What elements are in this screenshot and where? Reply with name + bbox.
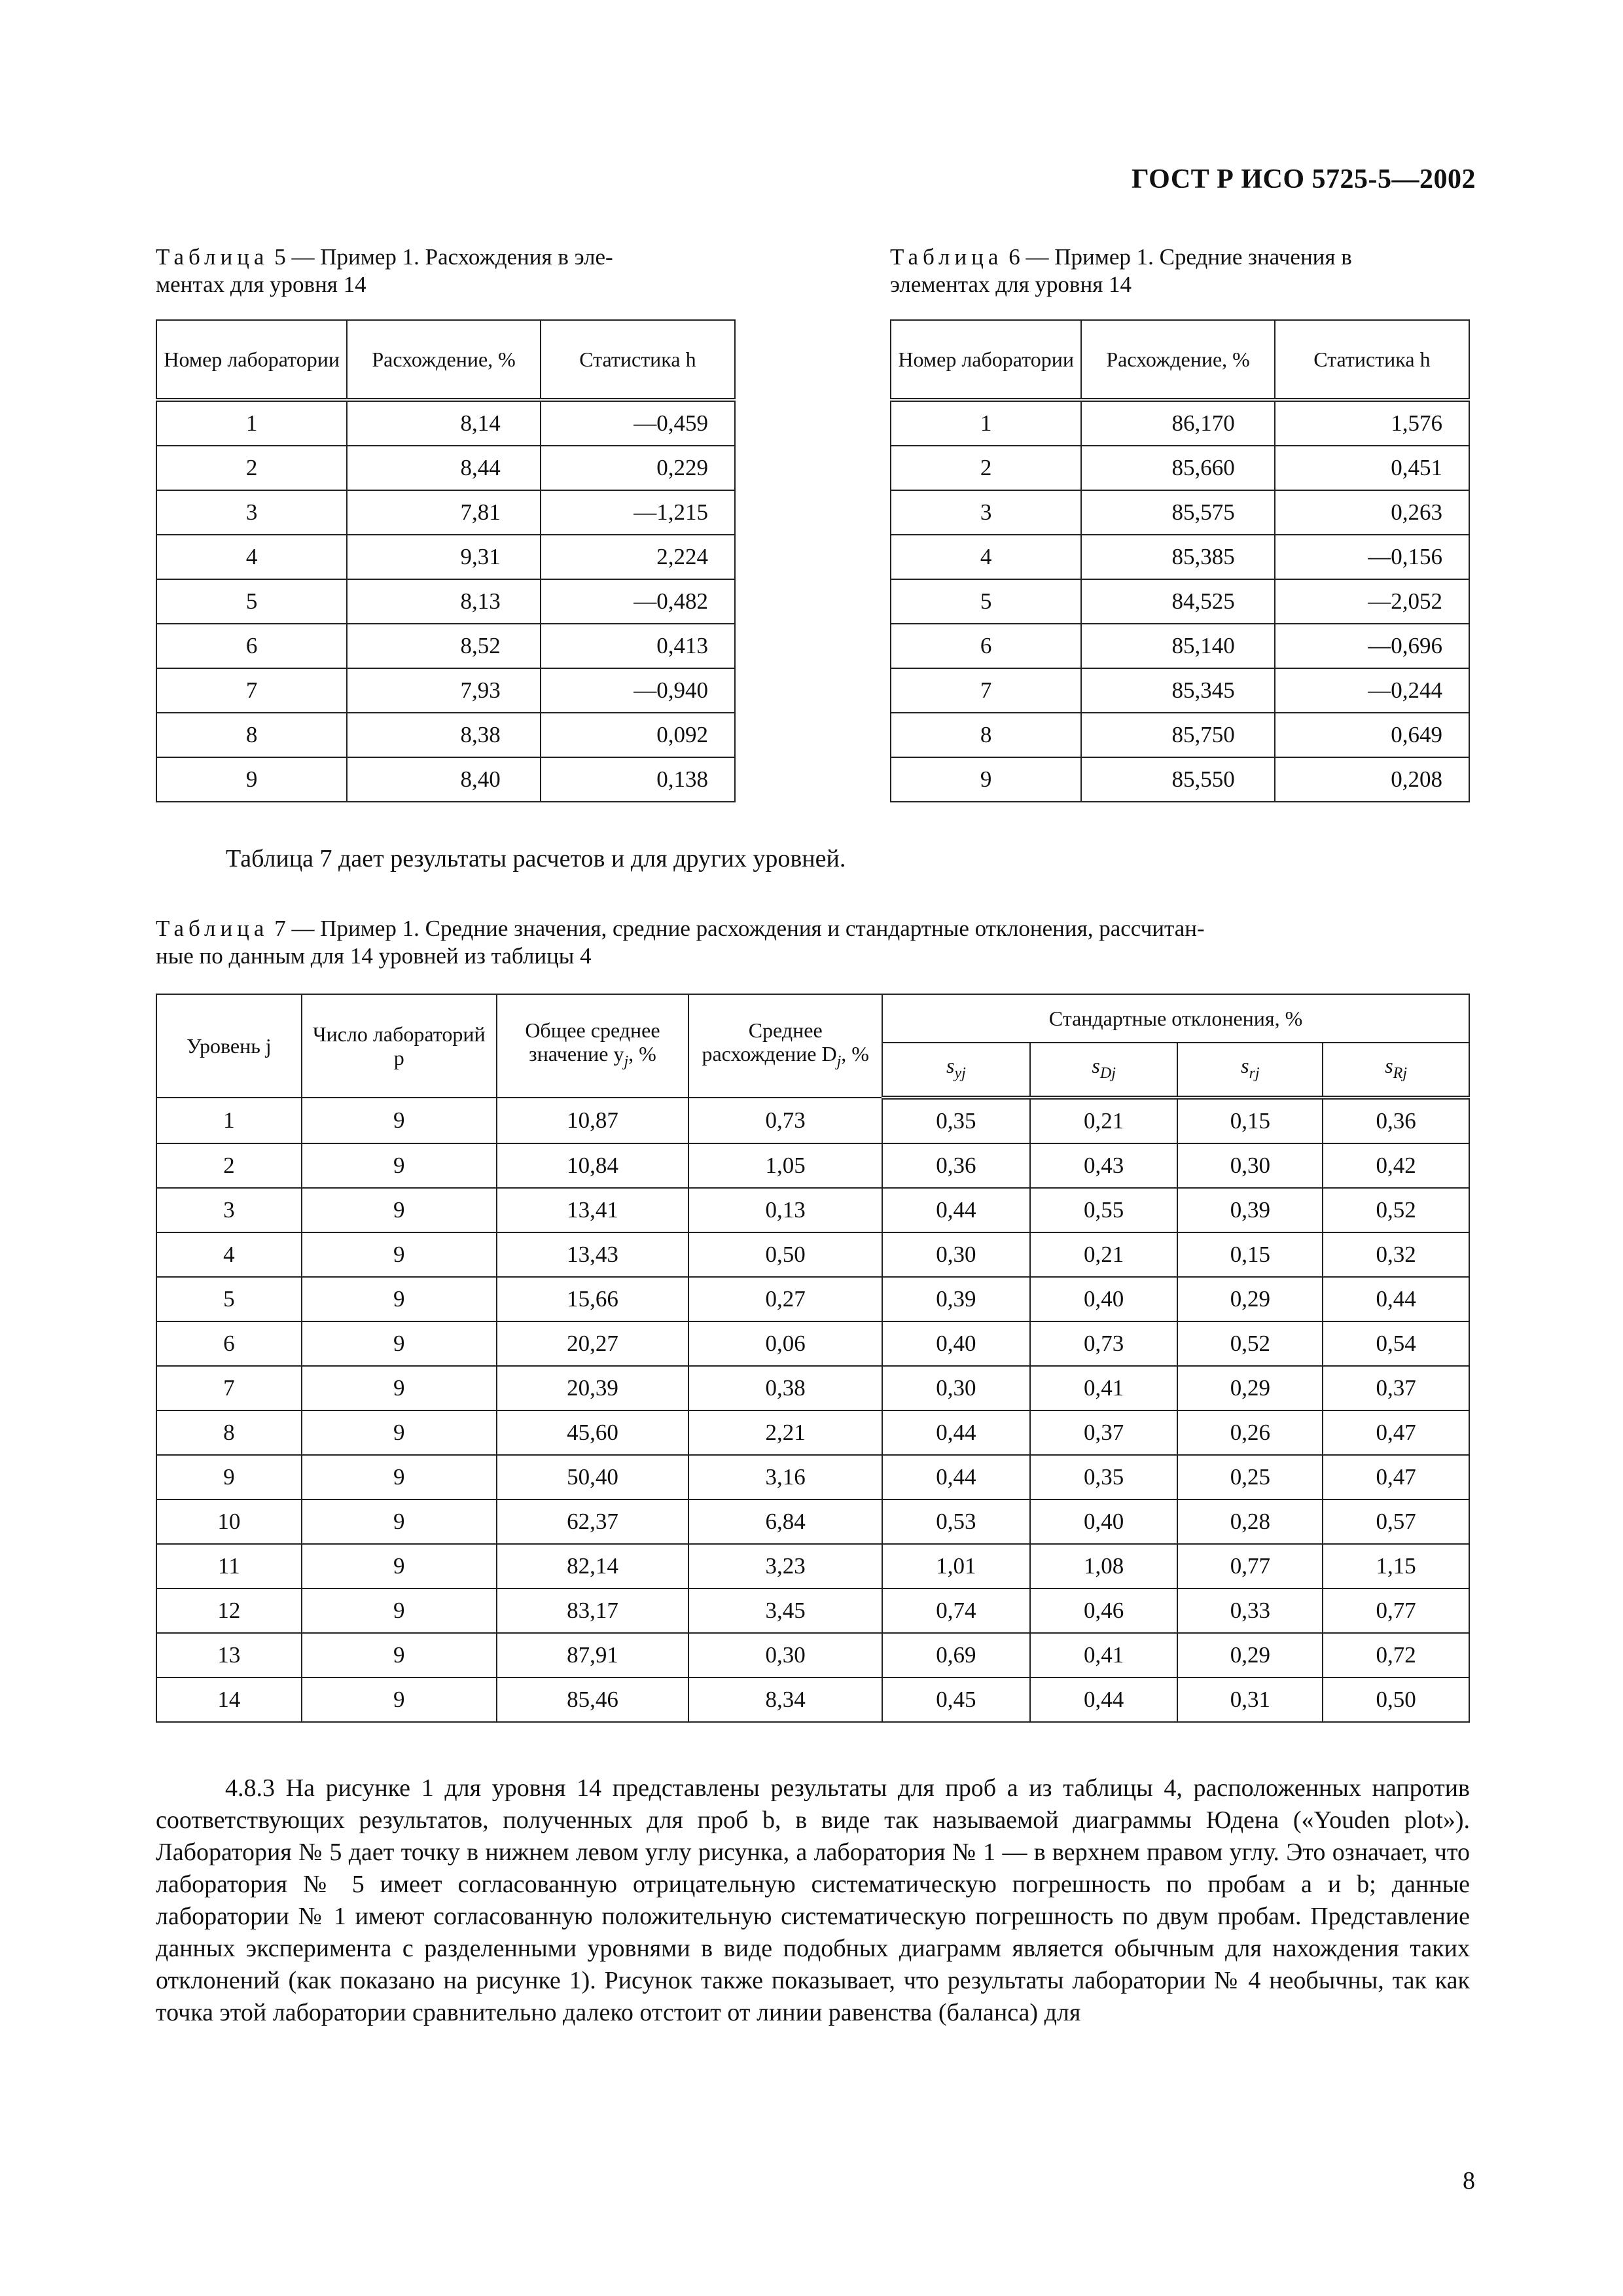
table-row — [156, 1410, 1469, 1455]
table-cell: 2,21 — [688, 1410, 882, 1455]
table-cell: 7 — [891, 668, 1081, 713]
table-cell: 1,08 — [1030, 1544, 1178, 1588]
table-row — [891, 446, 1469, 490]
table-cell: 0,40 — [1030, 1277, 1178, 1321]
table7-header-mean-text: Общее среднее значение y — [525, 1018, 660, 1066]
table-row — [156, 1188, 1469, 1232]
table-cell: 2 — [156, 446, 347, 490]
table-cell: —0,244 — [1275, 668, 1469, 713]
table-cell: 0,77 — [1177, 1544, 1323, 1588]
table-cell: 0,47 — [1323, 1410, 1469, 1455]
table-cell: 0,21 — [1030, 1232, 1178, 1277]
table-cell: 0,41 — [1030, 1633, 1178, 1677]
intro-line: Таблица 7 дает результаты расчетов и для других уровней. — [226, 845, 846, 872]
table-cell: 0,72 — [1323, 1633, 1469, 1677]
table-row — [891, 400, 1469, 446]
table-cell: 0,27 — [688, 1277, 882, 1321]
table-row — [891, 490, 1469, 535]
table-cell: 7 — [156, 1366, 302, 1410]
table-cell: 8 — [156, 1410, 302, 1455]
table-cell: 0,092 — [541, 713, 735, 757]
table-cell: 3 — [156, 490, 347, 535]
table-cell: 0,73 — [688, 1098, 882, 1143]
table-cell: 6 — [156, 624, 347, 668]
table-cell: 9 — [302, 1677, 497, 1722]
table-cell: 20,27 — [497, 1321, 689, 1366]
table-row — [891, 757, 1469, 802]
s-yj-sub: yj — [954, 1065, 966, 1082]
table-row — [156, 1677, 1469, 1722]
table-cell: 9 — [302, 1277, 497, 1321]
table7-header-mean-sub: j — [624, 1053, 629, 1070]
table-row — [156, 579, 735, 624]
table-cell: 0,57 — [1323, 1499, 1469, 1544]
table5-caption-word: Таблица — [156, 244, 269, 270]
table-cell: 0,45 — [882, 1677, 1030, 1722]
table-cell: 0,29 — [1177, 1633, 1323, 1677]
table-cell: 0,46 — [1030, 1588, 1178, 1633]
table-cell: 5 — [156, 579, 347, 624]
table7-header-level: Уровень j — [156, 994, 302, 1098]
table-cell: 0,35 — [1030, 1455, 1178, 1499]
table-cell: 7 — [156, 668, 347, 713]
table-cell: 0,69 — [882, 1633, 1030, 1677]
table-cell: 9,31 — [347, 535, 540, 579]
table7-caption — [156, 915, 1470, 970]
table6-caption — [890, 243, 1470, 298]
table-cell: 4 — [156, 1232, 302, 1277]
table-cell: 3 — [891, 490, 1081, 535]
table-cell: 13 — [156, 1633, 302, 1677]
table-cell: 1,01 — [882, 1544, 1030, 1588]
table-cell: 85,575 — [1081, 490, 1274, 535]
table-cell: 8,40 — [347, 757, 540, 802]
table6-header-lab: Номер лаборатории — [891, 320, 1081, 400]
table-row — [156, 400, 735, 446]
table-cell: 8,44 — [347, 446, 540, 490]
table-cell: —0,482 — [541, 579, 735, 624]
table-cell: 8,14 — [347, 400, 540, 446]
table-cell: 7,93 — [347, 668, 540, 713]
table7-header-mean-unit: , % — [628, 1042, 656, 1066]
table-cell: 0,30 — [688, 1633, 882, 1677]
table-cell: 9 — [302, 1455, 497, 1499]
table-cell: 9 — [302, 1188, 497, 1232]
table-cell: 0,40 — [1030, 1499, 1178, 1544]
table6-body — [891, 400, 1469, 802]
table-cell: 0,33 — [1177, 1588, 1323, 1633]
table-cell: 0,38 — [688, 1366, 882, 1410]
table-cell: 0,208 — [1275, 757, 1469, 802]
table-row — [156, 1277, 1469, 1321]
table-cell: 15,66 — [497, 1277, 689, 1321]
table-cell: 9 — [302, 1098, 497, 1143]
table-cell: 0,37 — [1030, 1410, 1178, 1455]
table-cell: 0,28 — [1177, 1499, 1323, 1544]
table-row — [156, 1366, 1469, 1410]
s-Rj-sub: Rj — [1393, 1065, 1407, 1082]
table-row — [156, 1588, 1469, 1633]
table6-caption-rest: 6 — Пример 1. Средние значения в — [1003, 244, 1352, 270]
table-cell: 9 — [156, 757, 347, 802]
table-cell: 0,32 — [1323, 1232, 1469, 1277]
table7-header-s-Rj — [1323, 1043, 1469, 1098]
table-cell: 0,74 — [882, 1588, 1030, 1633]
table-cell: 0,229 — [541, 446, 735, 490]
table-cell: 12 — [156, 1588, 302, 1633]
table-cell: 1,05 — [688, 1143, 882, 1188]
table-cell: 0,06 — [688, 1321, 882, 1366]
table-cell: 7,81 — [347, 490, 540, 535]
table6-header-h: Статистика h — [1275, 320, 1469, 400]
table-cell: 0,50 — [1323, 1677, 1469, 1722]
table-cell: 0,52 — [1323, 1188, 1469, 1232]
table-cell: 5 — [156, 1277, 302, 1321]
table5-body — [156, 400, 735, 802]
table-cell: 0,30 — [882, 1232, 1030, 1277]
table-row — [156, 1098, 1469, 1143]
table-cell: 0,413 — [541, 624, 735, 668]
table-cell: 83,17 — [497, 1588, 689, 1633]
table7-header-std-group: Стандартные отклонения, % — [882, 994, 1469, 1043]
table-cell: 6,84 — [688, 1499, 882, 1544]
table-row — [891, 668, 1469, 713]
table-cell: 9 — [302, 1143, 497, 1188]
table-cell: —0,459 — [541, 400, 735, 446]
table-cell: 85,750 — [1081, 713, 1274, 757]
table7-caption-word: Таблица — [156, 916, 269, 941]
table-cell: 10,84 — [497, 1143, 689, 1188]
table-cell: 0,47 — [1323, 1455, 1469, 1499]
table-cell: 10,87 — [497, 1098, 689, 1143]
table-cell: 0,43 — [1030, 1143, 1178, 1188]
page-number: 8 — [1463, 2167, 1475, 2195]
table-row — [156, 446, 735, 490]
table-cell: 8,13 — [347, 579, 540, 624]
table-cell: 3,45 — [688, 1588, 882, 1633]
table-cell: 1 — [156, 400, 347, 446]
table-cell: 13,43 — [497, 1232, 689, 1277]
table-cell: 62,37 — [497, 1499, 689, 1544]
table-cell: 9 — [302, 1321, 497, 1366]
table-cell: 0,39 — [1177, 1188, 1323, 1232]
table-cell: 82,14 — [497, 1544, 689, 1588]
table-cell: 0,15 — [1177, 1098, 1323, 1143]
s-yj-symbol: s — [946, 1054, 955, 1077]
table-cell: 0,42 — [1323, 1143, 1469, 1188]
table-cell: 0,25 — [1177, 1455, 1323, 1499]
table-row — [891, 713, 1469, 757]
table-cell: 85,46 — [497, 1677, 689, 1722]
table-row — [891, 535, 1469, 579]
table7 — [156, 994, 1470, 1723]
s-dj-sub: Dj — [1099, 1065, 1116, 1082]
table-cell: 0,44 — [1030, 1677, 1178, 1722]
table-cell: 0,36 — [1323, 1098, 1469, 1143]
table-cell: 0,44 — [882, 1455, 1030, 1499]
table5-caption-line2: ментах для уровня 14 — [156, 272, 366, 297]
table5-caption — [156, 243, 736, 298]
table-cell: 9 — [156, 1455, 302, 1499]
table7-header-diff-text: Среднее расхождение D — [702, 1018, 837, 1066]
table-cell: 2 — [891, 446, 1081, 490]
table-row — [156, 535, 735, 579]
table-cell: 0,50 — [688, 1232, 882, 1277]
table-row — [156, 1455, 1469, 1499]
table-cell: 1,576 — [1275, 400, 1469, 446]
table7-header-s-rj — [1177, 1043, 1323, 1098]
table7-header-diff — [688, 994, 882, 1098]
table-cell: 9 — [302, 1232, 497, 1277]
table-cell: 0,263 — [1275, 490, 1469, 535]
table-row — [156, 668, 735, 713]
table-cell: 85,385 — [1081, 535, 1274, 579]
table-cell: 3,16 — [688, 1455, 882, 1499]
table-cell: 3 — [156, 1188, 302, 1232]
table-cell: 8,34 — [688, 1677, 882, 1722]
table-cell: 0,44 — [882, 1410, 1030, 1455]
table-row — [156, 624, 735, 668]
table-cell: 1,15 — [1323, 1544, 1469, 1588]
table-cell: 0,40 — [882, 1321, 1030, 1366]
s-Rj-symbol: s — [1385, 1054, 1393, 1077]
table7-header-diff-unit: , % — [841, 1042, 869, 1066]
table-cell: 14 — [156, 1677, 302, 1722]
table-cell: 13,41 — [497, 1188, 689, 1232]
table-cell: 9 — [302, 1633, 497, 1677]
table-cell: 0,53 — [882, 1499, 1030, 1544]
table-cell: 5 — [891, 579, 1081, 624]
table-cell: 9 — [302, 1366, 497, 1410]
table-cell: 0,451 — [1275, 446, 1469, 490]
table-cell: 4 — [891, 535, 1081, 579]
table-row — [156, 1499, 1469, 1544]
table-cell: 9 — [891, 757, 1081, 802]
table-row — [156, 1232, 1469, 1277]
table-cell: 6 — [891, 624, 1081, 668]
table6-header-diff: Расхождение, % — [1081, 320, 1274, 400]
table-cell: —0,940 — [541, 668, 735, 713]
table-cell: 1 — [156, 1098, 302, 1143]
table-cell: 45,60 — [497, 1410, 689, 1455]
table-cell: 0,31 — [1177, 1677, 1323, 1722]
document-header: ГОСТ Р ИСО 5725-5—2002 — [1131, 164, 1476, 194]
table-cell: 0,36 — [882, 1143, 1030, 1188]
table-cell: 8,52 — [347, 624, 540, 668]
table7-header-s-yj — [882, 1043, 1030, 1098]
table-cell: 0,39 — [882, 1277, 1030, 1321]
table-row — [891, 579, 1469, 624]
table5-header-diff: Расхождение, % — [347, 320, 540, 400]
table-cell: 4 — [156, 535, 347, 579]
table-cell: 9 — [302, 1544, 497, 1588]
table-cell: 3,23 — [688, 1544, 882, 1588]
table7-header-labs: Число лабораторий p — [302, 994, 497, 1098]
table-cell: 0,26 — [1177, 1410, 1323, 1455]
table-cell: 10 — [156, 1499, 302, 1544]
table-cell: 0,77 — [1323, 1588, 1469, 1633]
table7-header-diff-sub: j — [836, 1053, 842, 1070]
table-row — [156, 490, 735, 535]
table-row — [891, 624, 1469, 668]
table-cell: 9 — [302, 1588, 497, 1633]
table5-caption-rest: 5 — Пример 1. Расхождения в эле- — [268, 244, 613, 270]
table-cell: 84,525 — [1081, 579, 1274, 624]
table-cell: 0,55 — [1030, 1188, 1178, 1232]
table-cell: 2,224 — [541, 535, 735, 579]
s-rj-symbol: s — [1241, 1054, 1249, 1077]
table-cell: 9 — [302, 1499, 497, 1544]
table-cell: 0,29 — [1177, 1366, 1323, 1410]
s-rj-sub: rj — [1249, 1065, 1260, 1082]
table7-body — [156, 1098, 1469, 1722]
table-row — [156, 713, 735, 757]
table7-caption-rest: 7 — Пример 1. Средние значения, средние расхождения и стандартные отклонения, рассчитан- — [268, 916, 1205, 941]
table-cell: 86,170 — [1081, 400, 1274, 446]
table-cell: 0,15 — [1177, 1232, 1323, 1277]
table-row — [156, 1143, 1469, 1188]
table-cell: 0,73 — [1030, 1321, 1178, 1366]
table-cell: 11 — [156, 1544, 302, 1588]
table-row — [156, 1321, 1469, 1366]
table-cell: 85,140 — [1081, 624, 1274, 668]
table-cell: 0,30 — [882, 1366, 1030, 1410]
table-cell: 85,345 — [1081, 668, 1274, 713]
table-cell: —0,696 — [1275, 624, 1469, 668]
table6-caption-line2: элементах для уровня 14 — [890, 272, 1132, 297]
table-cell: 85,550 — [1081, 757, 1274, 802]
table-cell: 0,37 — [1323, 1366, 1469, 1410]
table-cell: 85,660 — [1081, 446, 1274, 490]
table-cell: 0,41 — [1030, 1366, 1178, 1410]
table7-header-mean — [497, 994, 689, 1098]
table-row — [156, 757, 735, 802]
table-cell: —2,052 — [1275, 579, 1469, 624]
table-cell: 87,91 — [497, 1633, 689, 1677]
paragraph-4-8-3: 4.8.3 На рисунке 1 для уровня 14 представлены результаты для проб a из таблицы 4, расположенных напротив соответствующих результатов, полученных для проб b, в виде так называемой диаграммы Юдена («Youden plot»). Лаборатория № 5 дает точку в нижнем левом углу рисунка, а лаборатория № 1 — в верхнем правом углу. Это означает, что лаборатория № 5 имеет согласованную отрицательную систематическую погрешность по пробам a и b; данные лаборатории № 1 имеют согласованную положительную систематическую погрешность по двум пробам. Представление данных эксперимента с разделенными уровнями в виде подобных диаграмм является обычным для нахождения таких отклонений (как показано на рисунке 1). Рисунок также показывает, что результаты лаборатории № 4 необычны, так как точка этой лаборатории сравнительно далеко отстоит от линии равенства (баланса) для — [156, 1774, 1470, 2026]
table5-header-h: Статистика h — [541, 320, 735, 400]
table-cell: 0,35 — [882, 1098, 1030, 1143]
table-cell: 0,30 — [1177, 1143, 1323, 1188]
table-cell: 8 — [891, 713, 1081, 757]
table-cell: 1 — [891, 400, 1081, 446]
s-dj-symbol: s — [1092, 1054, 1100, 1077]
table-cell: —0,156 — [1275, 535, 1469, 579]
table6-caption-word: Таблица — [890, 244, 1003, 270]
table-cell: 0,138 — [541, 757, 735, 802]
table-row — [156, 1544, 1469, 1588]
table-cell: 0,21 — [1030, 1098, 1178, 1143]
table-cell: 0,29 — [1177, 1277, 1323, 1321]
table-cell: 0,52 — [1177, 1321, 1323, 1366]
table-cell: 6 — [156, 1321, 302, 1366]
table-cell: 8 — [156, 713, 347, 757]
table-cell: —1,215 — [541, 490, 735, 535]
table-cell: 0,13 — [688, 1188, 882, 1232]
table-row — [156, 1633, 1469, 1677]
table5-header-lab: Номер лаборатории — [156, 320, 347, 400]
table-cell: 50,40 — [497, 1455, 689, 1499]
table-cell: 20,39 — [497, 1366, 689, 1410]
table-cell: 9 — [302, 1410, 497, 1455]
table7-caption-line2: ные по данным для 14 уровней из таблицы 4 — [156, 943, 592, 969]
table-cell: 2 — [156, 1143, 302, 1188]
table-cell: 0,54 — [1323, 1321, 1469, 1366]
table7-header-s-dj — [1030, 1043, 1178, 1098]
table6 — [890, 319, 1470, 802]
table-cell: 0,44 — [1323, 1277, 1469, 1321]
table-cell: 8,38 — [347, 713, 540, 757]
table-cell: 0,44 — [882, 1188, 1030, 1232]
table-cell: 0,649 — [1275, 713, 1469, 757]
table5 — [156, 319, 736, 802]
